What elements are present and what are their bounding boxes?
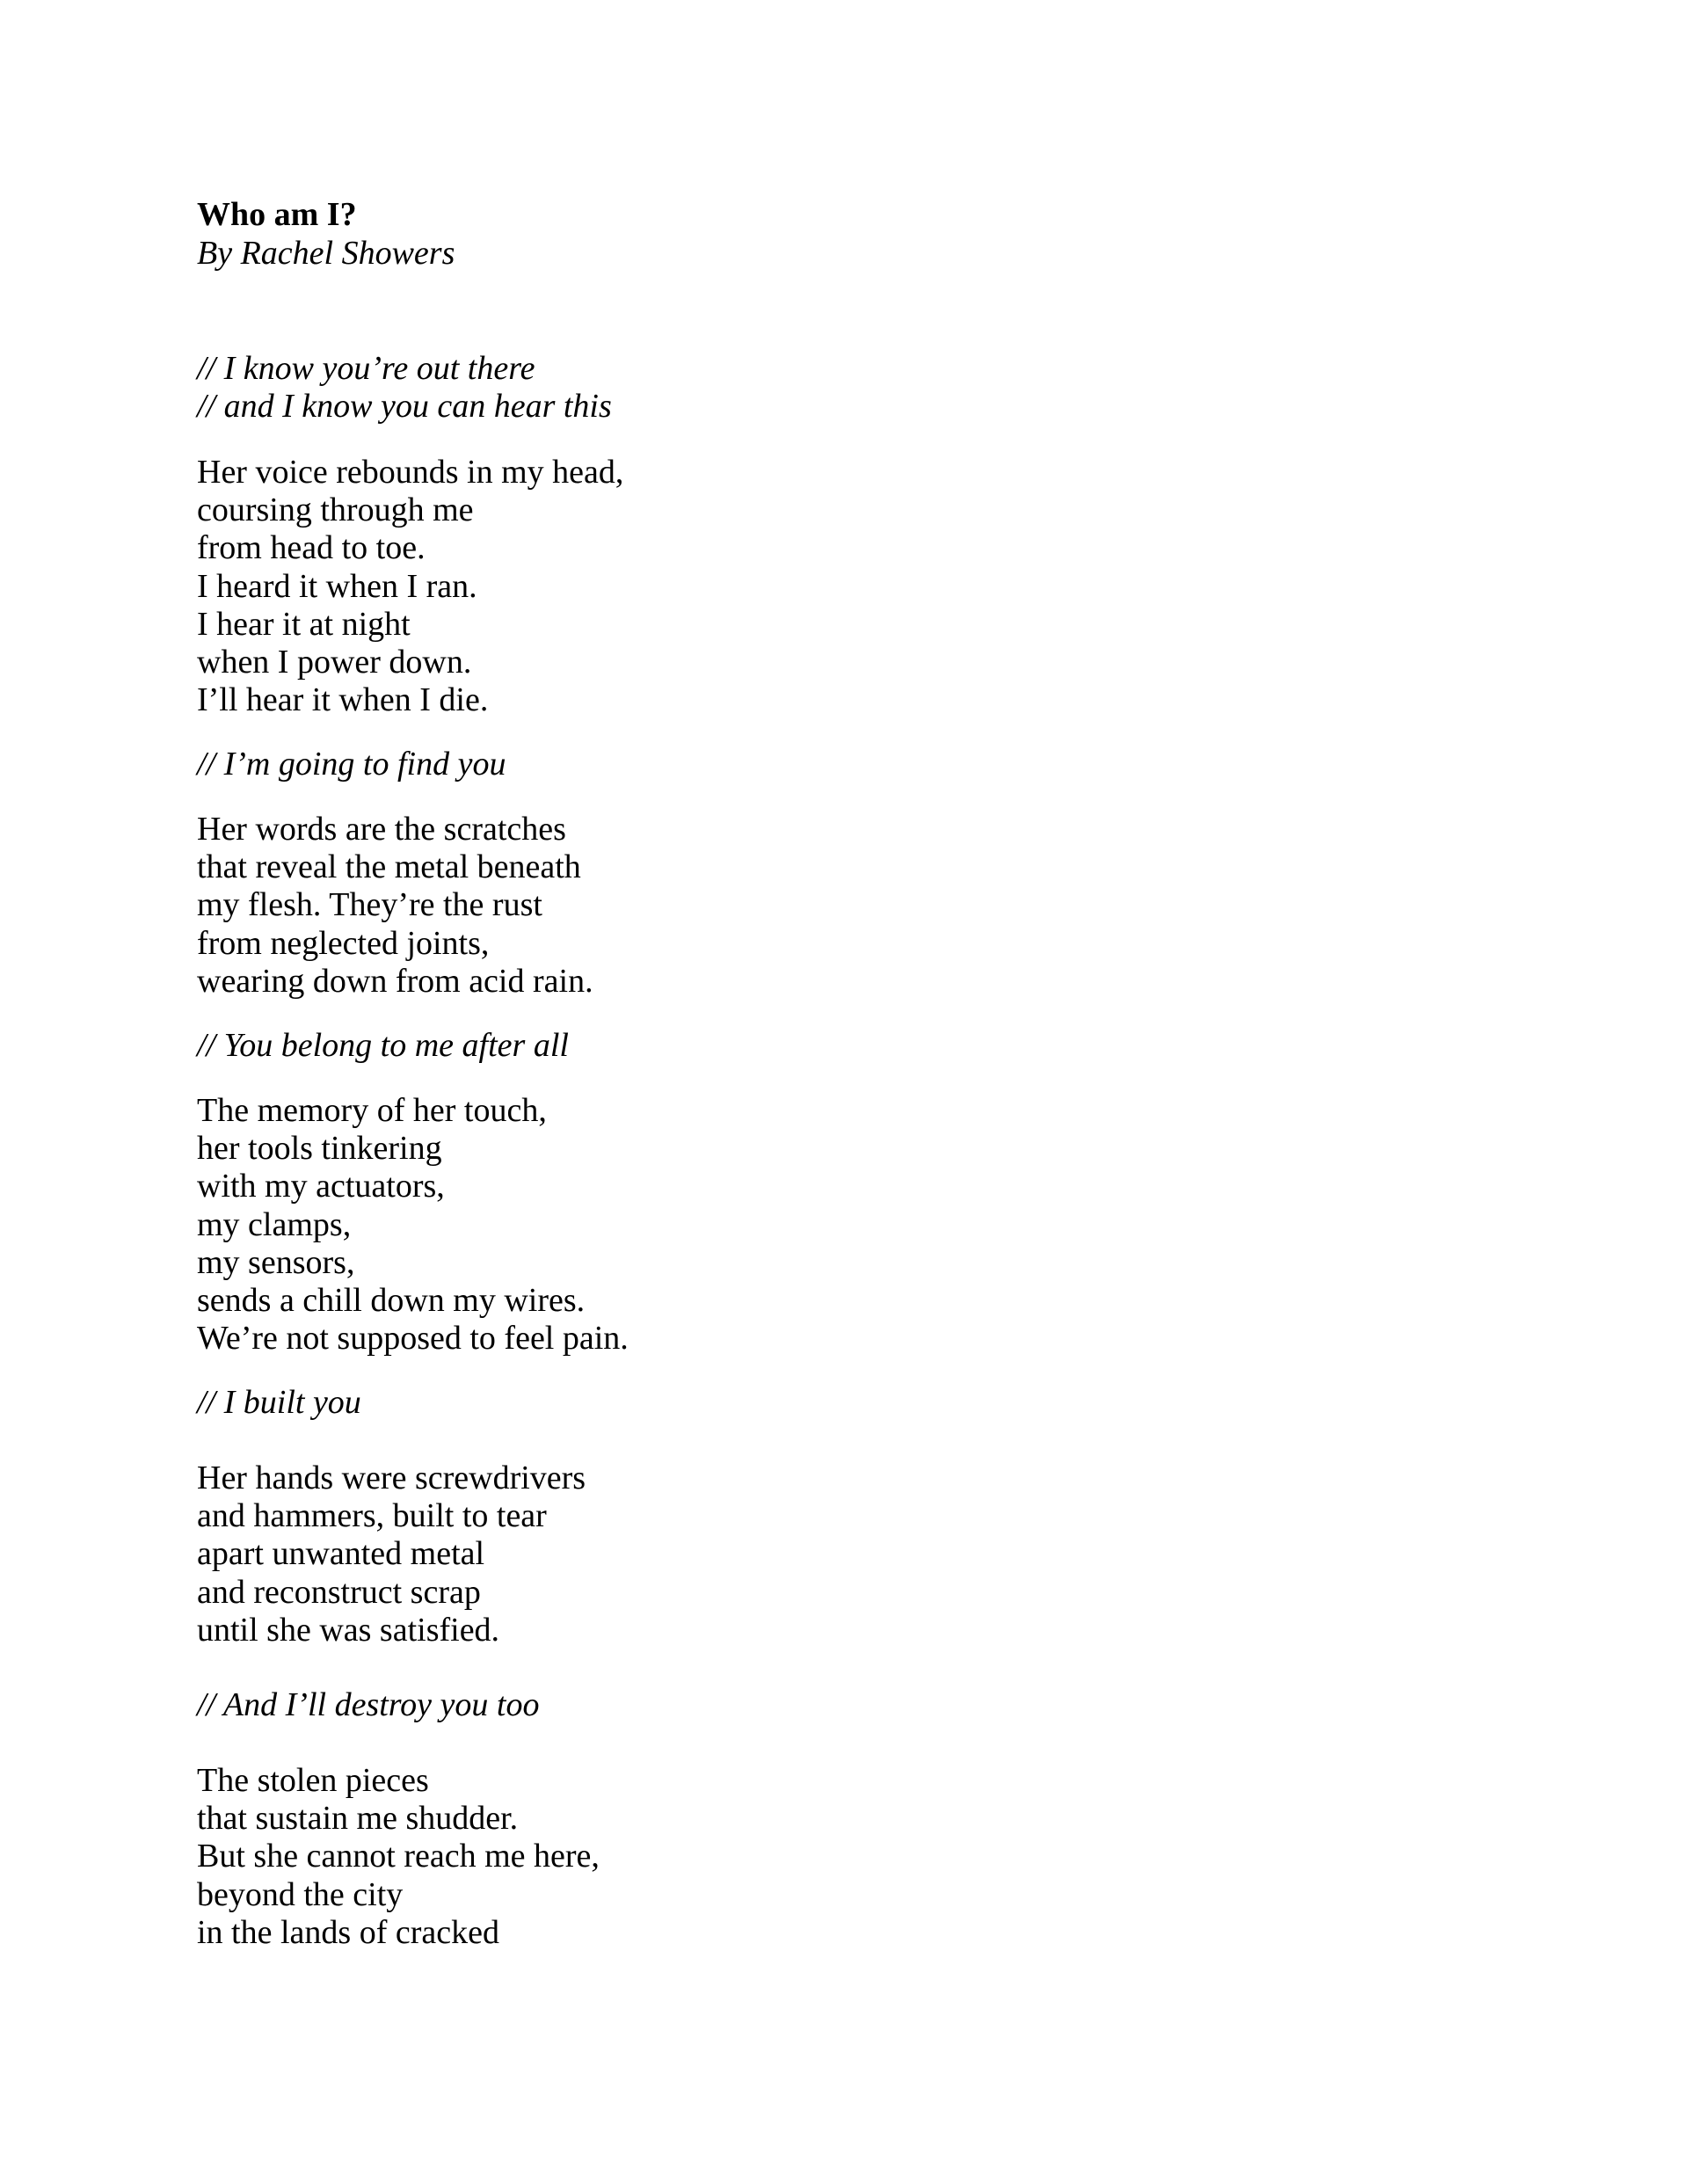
poem-line: from neglected joints, [197, 924, 490, 962]
poem-line: and reconstruct scrap [197, 1573, 481, 1611]
poem-line: But she cannot reach me here, [197, 1838, 600, 1875]
poem-line: // And I’ll destroy you too [197, 1686, 540, 1723]
poem-line: // and I know you can hear this [197, 388, 612, 426]
poem-line: Her voice rebounds in my head, [197, 454, 624, 491]
poem-line: my flesh. They’re the rust [197, 886, 542, 924]
stanza-4 [197, 1460, 586, 1649]
poem-line: beyond the city [197, 1875, 404, 1913]
poem-line: Her words are the scratches [197, 811, 566, 848]
stanza-1 [197, 454, 623, 719]
stanza-epigraph-5 [197, 1686, 539, 1724]
poem-line: in the lands of cracked [197, 1913, 499, 1951]
poem-line: and hammers, built to tear [197, 1497, 547, 1535]
poem-line: with my actuators, [197, 1168, 445, 1205]
stanza-epigraph-4 [197, 1384, 361, 1422]
poem-line: my clamps, [197, 1205, 352, 1243]
poem-line: The memory of her touch, [197, 1092, 547, 1129]
poem-line: that sustain me shudder. [197, 1800, 519, 1838]
poem-line: // You belong to me after all [197, 1027, 569, 1064]
poem-line: We’re not supposed to feel pain. [197, 1320, 629, 1358]
poem-line: her tools tinkering [197, 1130, 442, 1168]
poem-line: until she was satisfied. [197, 1611, 500, 1649]
poem-line: apart unwanted metal [197, 1535, 485, 1573]
poem-line: I hear it at night [197, 605, 411, 643]
poem-line: I heard it when I ran. [197, 567, 477, 605]
poem-line: // I’m going to find you [197, 746, 506, 783]
poem-line: sends a chill down my wires. [197, 1282, 586, 1320]
stanza-epigraph-3 [197, 1027, 569, 1065]
stanza-2 [197, 811, 593, 1001]
poem-line: when I power down. [197, 644, 472, 681]
stanza-epigraph-1 [197, 350, 612, 426]
stanza-epigraph-2 [197, 746, 506, 783]
poem-line: my sensors, [197, 1243, 355, 1281]
poem-line: The stolen pieces [197, 1762, 429, 1799]
poem-line: coursing through me [197, 491, 474, 529]
poem-line: I’ll hear it when I die. [197, 681, 489, 719]
stanza-3 [197, 1092, 629, 1358]
poem-line: wearing down from acid rain. [197, 962, 593, 1000]
poem-line: that reveal the metal beneath [197, 848, 581, 886]
stanza-5 [197, 1762, 600, 1952]
poem-line: Her hands were screwdrivers [197, 1460, 586, 1496]
poem-byline: By Rachel Showers [197, 235, 455, 272]
poem-line: // I know you’re out there [197, 350, 535, 387]
poem-line: // I built you [197, 1384, 361, 1421]
poem-title: Who am I? [197, 196, 357, 233]
poem-line: from head to toe. [197, 529, 426, 567]
